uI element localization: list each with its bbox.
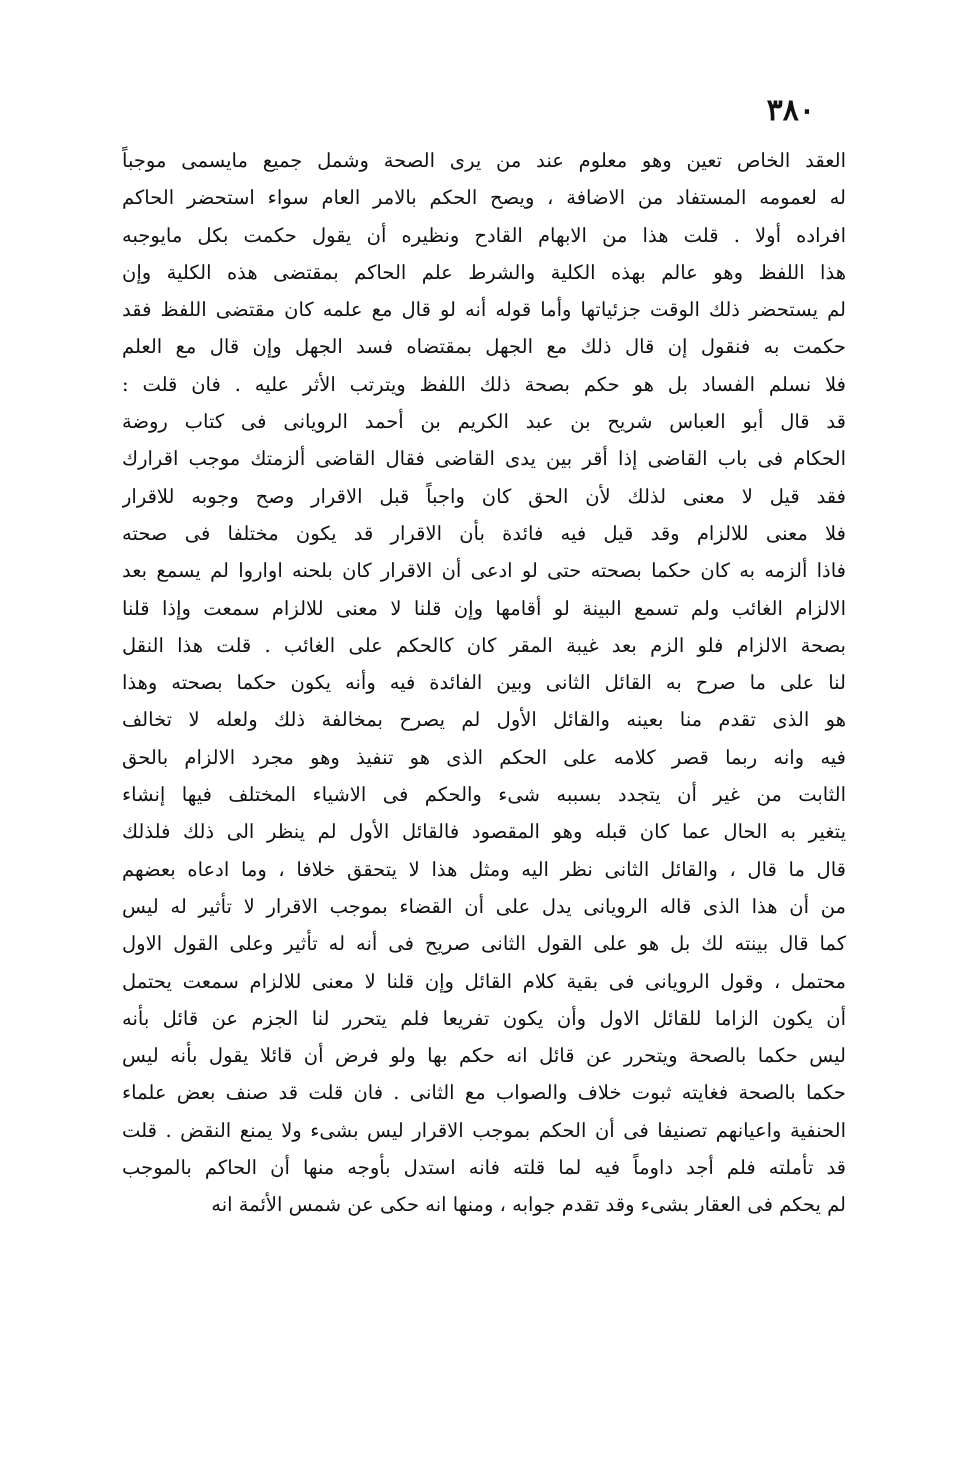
text-line: هو الذى تقدم منا بعينه والقائل الأول لم يصرح بمخالفة ذلك ولعله لا تخالف [122,708,846,732]
text-line: يتغير به الحال عما كان قبله وهو المقصود فالقائل الأول لم ينظر الى ذلك فلذلك [122,820,846,844]
page-number: ٣٨٠ [766,93,815,128]
text-line: افراده أولا . قلت هذا من الابهام القادح ونظيره أن يقول حكمت بكل مايوجبه [122,223,846,247]
text-line: قد قال أبو العباس شريح بن عبد الكريم بن أحمد الرويانى فى كتاب روضة [122,410,846,434]
text-line: لم يحكم فى العقار بشىء وقد تقدم جوابه ، ومنها انه حكى عن شمس الأئمة انه [211,1193,846,1217]
text-line: كما قال بينته لك بل هو على القول الثانى صريح فى أنه له تأثير وعلى القول الاول [122,932,846,956]
text-line: بصحة الالزام فلو الزم بعد غيبة المقر كان كالحكم على الغائب . قلت هذا النقل [122,633,846,657]
text-line: فيه وانه ربما قصر كلامه على الحكم الذى هو تنفيذ وهو مجرد الالزام بالحق [122,745,846,769]
text-line: فقد قيل لا معنى لذلك لأن الحق كان واجباً قبل الاقرار وصح وجوبه للاقرار [122,484,846,508]
text-line: الثابت من غير أن يتجدد بسببه شىء والحكم فى الاشياء المختلف فيها إنشاء [122,783,846,807]
body-text [122,142,846,1224]
text-line: لنا على ما صرح به القائل الثانى وبين الفائدة فيه وأنه يكون حكما بصحته وهذا [122,671,846,695]
text-line: حكما بالصحة فغايته ثبوت خلاف والصواب مع الثانى . فان قلت قد صنف بعض علماء [122,1081,846,1105]
text-line: هذا اللفظ وهو عالم بهذه الكلية والشرط علم الحاكم بمقتضى هذه الكلية وإن [122,260,846,284]
text-line: محتمل ، وقول الرويانى فى بقية كلام القائل وإن قلنا لا معنى للالزام سمعت يحتمل [122,969,846,993]
text-line: العقد الخاص تعين وهو معلوم عند من يرى الصحة وشمل جميع مايسمى موجباً [122,149,846,172]
text-line: الحنفية واعيانهم تصنيفا فى أن الحكم بموجب الاقرار ليس بشىء ولا يمنع النقض . قلت [122,1118,846,1142]
text-line: قد تأملته فلم أجد داوماً فيه لما قلته فانه استدل بأوجه منها أن الحاكم بالموجب [122,1156,846,1180]
text-line: فلا معنى للالزام وقد قيل فيه فائدة بأن الاقرار قد يكون مختلفا فى صحته [122,521,846,545]
text-line: لم يستحضر ذلك الوقت جزئياتها وأما قوله أنه لو قال مع علمه كان مقتضى اللفظ فقد [122,298,846,322]
text-line: الالزام الغائب ولم تسمع البينة لو أقامها وإن قلنا لا معنى للالزام سمعت وإذا قلنا [122,596,846,620]
text-line: له لعمومه المستفاد من الاضافة ، ويصح الحكم بالامر العام سواء استحضر الحاكم [122,186,846,210]
text-line: قال ما قال ، والقائل الثانى نظر اليه ومثل هذا لا يتحقق خلافا ، وما ادعاه بعضهم [122,857,846,881]
text-line: من أن هذا الذى قاله الرويانى يدل على أن القضاء بموجب الاقرار لا تأثير له ليس [122,894,846,918]
text-line: فلا نسلم الفساد بل هو حكم بصحة ذلك اللفظ ويترتب الأثر عليه . فان قلت : [122,372,846,396]
text-line: حكمت به فنقول إن قال ذلك مع الجهل بمقتضاه فسد الجهل وإن قال مع العلم [122,335,846,359]
text-line: فاذا ألزمه به كان حكما بصحته حتى لو ادعى أن الاقرار كان بلحنه اواروا لم يسمع بعد [122,559,846,583]
text-line: أن يكون الزاما للقائل الاول وأن يكون تفريعا فلم يتحرر لنا الجزم عن قائل بأنه [122,1006,846,1030]
text-line: ليس حكما بالصحة ويتحرر عن قائل انه حكم بها ولو فرض أن قائلا يقول بأنه ليس [122,1044,846,1068]
text-line: الحكام فى باب القاضى إذا أقر بين يدى القاضى فقال القاضى ألزمتك موجب اقرارك [122,447,846,471]
